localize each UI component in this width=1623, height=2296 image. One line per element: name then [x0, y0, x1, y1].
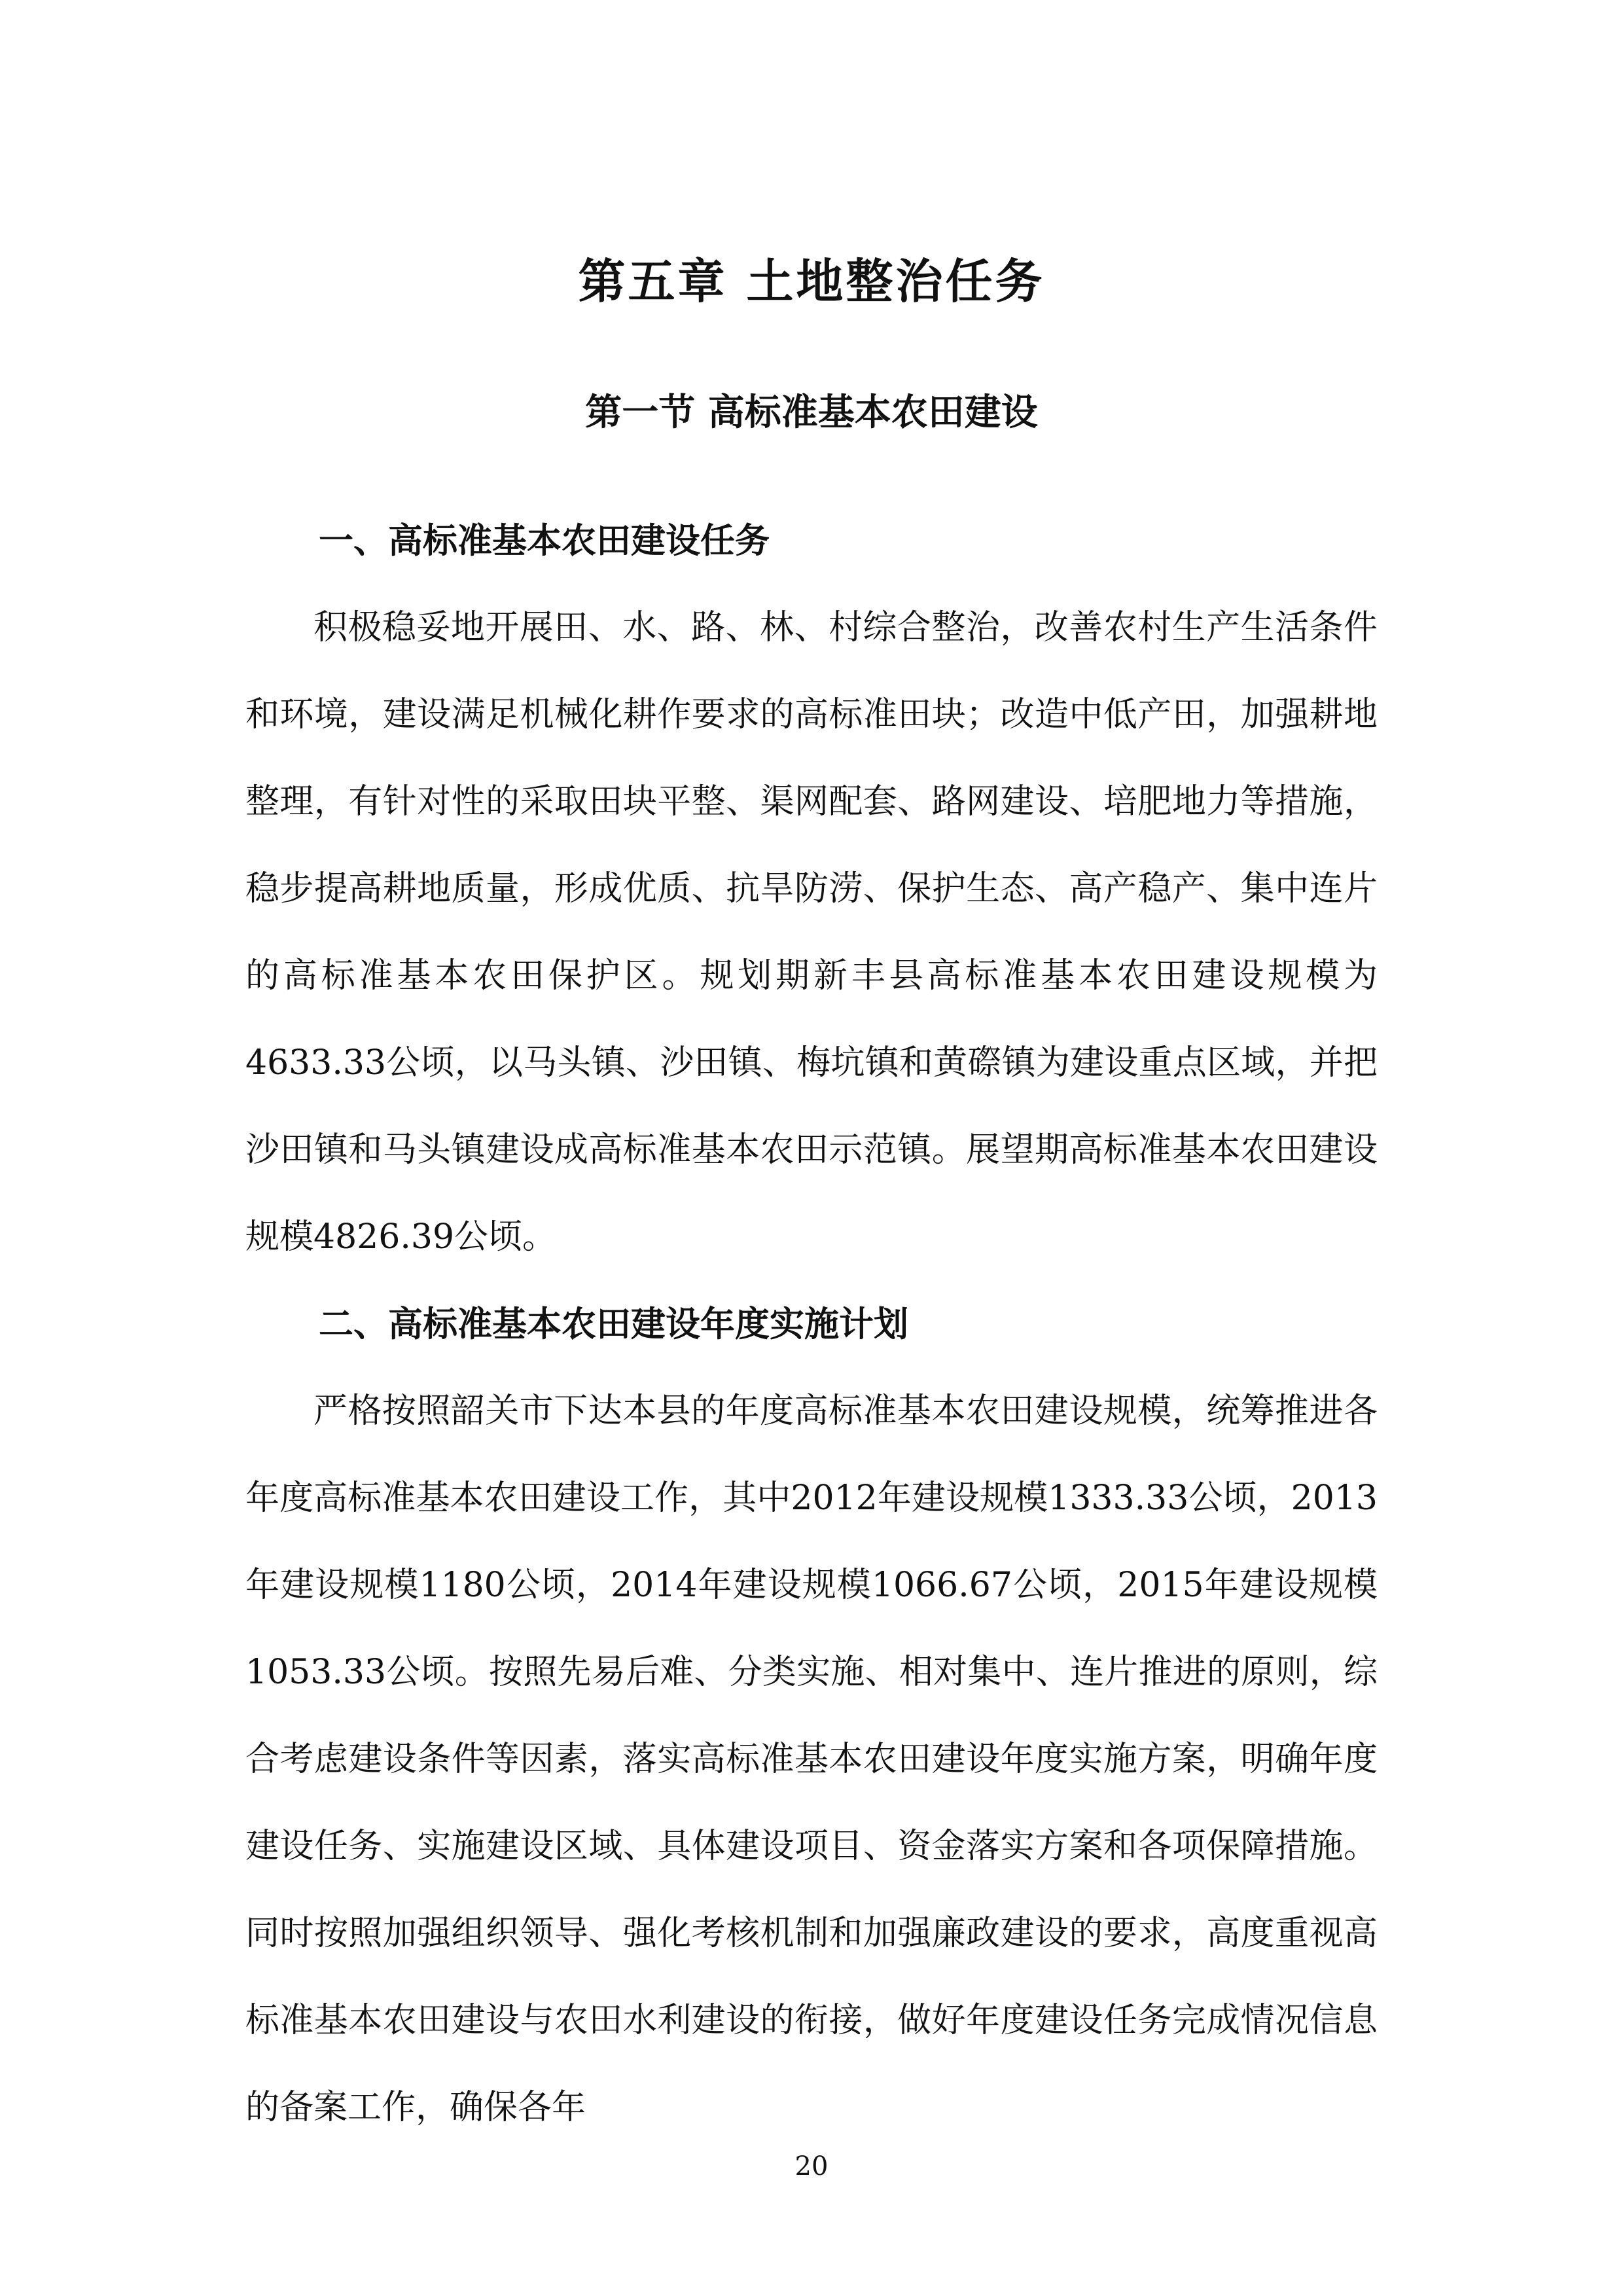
section-title: 第一节 高标准基本农田建设: [585, 391, 1038, 434]
subsection-paragraph-2: 严格按照韶关市下达本县的年度高标准基本农田建设规模，统筹推进各年度高标准基本农田建设工作，其中2012年建设规模1333.33公顷，2013年建设规模1180公顷，2014年建设规模1066.67公顷，2015年建设规模1053.33公顷。按照先易后难、分类实施、相对集中、连片推进的原则，综合考虑建设条件等因素，落实高标准基本农田建设年度实施方案，明确年度建设任务、实施建设区域、具体建设项目、资金落实方案和各项保障措施。同时按照加强组织领导、强化考核机制和加强廉政建设的要求，高度重视高标准基本农田建设与农田水利建设的衔接，做好年度建设任务完成情况信息的备案工作，确保各年: [245, 1391, 1378, 2127]
subsection-paragraph-1: 积极稳妥地开展田、水、路、林、村综合整治，改善农村生产生活条件和环境，建设满足机械化耕作要求的高标准田块；改造中低产田，加强耕地整理，有针对性的采取田块平整、渠网配套、路网建设、培肥地力等措施，稳步提高耕地质量，形成优质、抗旱防涝、保护生态、高产稳产、集中连片的高标准基本农田保护区。规划期新丰县高标准基本农田建设规模为4633.33公顷，以马头镇、沙田镇、梅坑镇和黄磜镇为建设重点区域，并把沙田镇和马头镇建设成高标准基本农田示范镇。展望期高标准基本农田建设规模4826.39公顷。: [245, 608, 1378, 1257]
document-body: [245, 497, 1378, 2151]
subsection-heading-2: 二、高标准基本农田建设年度实施计划: [319, 1304, 908, 1344]
subsection-heading-1: 一、高标准基本农田建设任务: [319, 520, 770, 561]
chapter-title: 第五章 土地整治任务: [578, 253, 1045, 309]
page-number: 20: [794, 2151, 829, 2181]
